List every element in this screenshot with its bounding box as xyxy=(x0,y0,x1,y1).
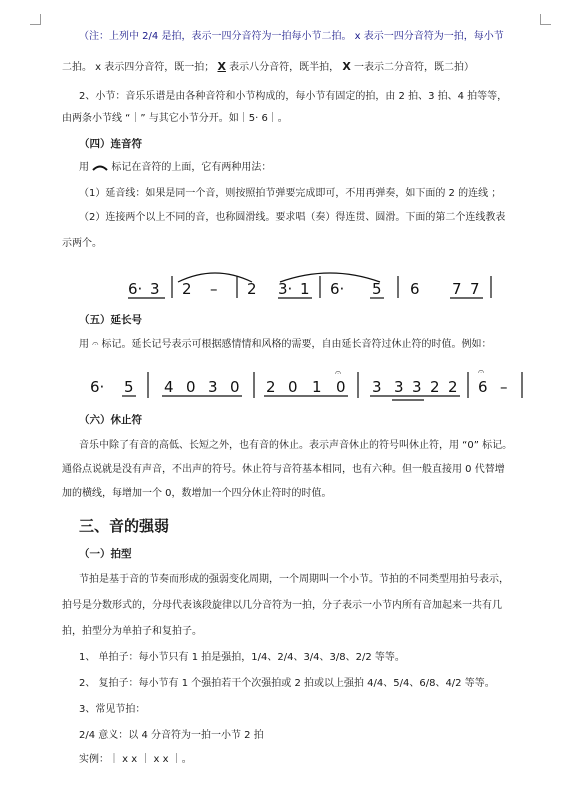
note: 2 xyxy=(266,378,276,396)
note: 6 xyxy=(478,378,488,396)
text-fragment: 标记。延长记号表示可根据感情情和风格的需要，自由延长音符过休止符的时值。例如： xyxy=(101,339,492,350)
note: 4 xyxy=(164,378,174,396)
notation-staff-2 xyxy=(0,362,580,412)
note: 5 xyxy=(372,280,382,298)
fermata-icon: 𝄐 xyxy=(335,366,342,379)
note: – xyxy=(210,280,218,298)
text-line: 由两条小节线 “｜” 与其它小节分开。如｜5· 6｜。 xyxy=(62,113,288,124)
note: 3 xyxy=(394,378,404,396)
note: 3 xyxy=(150,280,160,298)
slur-symbol-icon xyxy=(92,163,108,171)
text-line: 2/4 意义：以 4 分音符为一拍一小节 2 拍 xyxy=(79,730,264,741)
note: 3 xyxy=(412,378,422,396)
text-line: 拍，拍型分为单拍子和复拍子。 xyxy=(62,626,202,637)
list-item: 3、常见节拍： xyxy=(79,704,146,715)
note: 2 xyxy=(430,378,440,396)
section-heading: （五）延长号 xyxy=(79,314,142,326)
notation-staff-1 xyxy=(0,258,580,308)
section-heading: （六）休止符 xyxy=(79,414,142,426)
note: 6· xyxy=(330,280,345,298)
text-line: 2、小节：音乐乐谱是由各种音符和小节构成的，每小节有固定的拍，由 2 拍、3 拍、4 拍等等， xyxy=(79,91,508,102)
text-fragment: 标记在音符的上面，它有两种用法： xyxy=(111,162,272,173)
note: 0 xyxy=(186,378,196,396)
text-line: 节拍是基于音的节奏而形成的强弱变化周期，一个周期叫一个小节。节拍的不同类型用拍号表示， xyxy=(79,574,509,585)
note: 3· xyxy=(278,280,293,298)
x-half-note-symbol-icon: X xyxy=(342,60,351,73)
text-fragment: 表示八分音符，既半拍， xyxy=(229,62,340,73)
page-corner-mark-top-left xyxy=(30,14,41,25)
note: 3 xyxy=(208,378,218,396)
text-fragment: 一表示二分音符，既二拍） xyxy=(354,62,474,73)
text-line xyxy=(79,161,549,175)
x-dash-symbol-icon: X xyxy=(217,60,226,73)
chapter-heading: 三、音的强弱 xyxy=(79,517,170,535)
note: 3 xyxy=(372,378,382,396)
text-line: 拍号是分数形式的，分母代表该段旋律以几分音符为一拍，分子表示一小节内所有音加起来一共有几 xyxy=(62,600,502,611)
text-fragment: 用 xyxy=(79,162,89,173)
text-line: 加的横线，每增加一个 0，数增加一个四分休止符时的时值。 xyxy=(62,488,332,499)
note: 2 xyxy=(247,280,257,298)
fermata-icon: 𝄐 xyxy=(478,365,485,378)
list-item: 1、 单拍子：每小节只有 1 拍是强拍，1/4、2/4、3/4、3/8、2/2 等等。 xyxy=(79,652,405,663)
note: 2 xyxy=(182,280,192,298)
text-line xyxy=(79,337,549,352)
text-line: （注：上列中 2/4 是拍，表示一四分音符为一拍每小节二拍。 x 表示一四分音符为一拍，每小节 xyxy=(79,31,504,42)
section-heading: （一）拍型 xyxy=(79,548,132,560)
note: 6· xyxy=(128,280,143,298)
list-item: 2、 复拍子：每小节有 1 个强拍若干个次强拍或 2 拍或以上强拍 4/4、5/4、6/8、4/2 等等。 xyxy=(79,678,495,689)
text-fragment: 二拍。 x 表示四分音符，既一拍； xyxy=(62,62,215,73)
text-line: 实例：｜ x x ｜ x x ｜。 xyxy=(79,754,192,765)
text-line: 音乐中除了有音的高低、长短之外，也有音的休止。表示声音休止的符号叫休止符，用 “0” 标记。 xyxy=(79,440,513,451)
text-line: 示两个。 xyxy=(62,238,102,249)
text-line: （2）连接两个以上不同的音，也称圆滑线。要求唱（奏）得连贯、圆滑。下面的第二个连线教表 xyxy=(79,212,506,223)
text-line xyxy=(62,60,532,75)
note: 6 xyxy=(410,280,420,298)
note: 5 xyxy=(124,378,134,396)
note: 7 xyxy=(470,280,480,298)
page-corner-mark-top-right xyxy=(540,14,551,25)
text-fragment: 用 xyxy=(79,339,89,350)
fermata-icon: 𝄐 xyxy=(92,337,99,350)
note: 7 xyxy=(452,280,462,298)
note: 0 xyxy=(336,378,346,396)
note: 0 xyxy=(288,378,298,396)
note: – xyxy=(500,378,508,396)
note: 1 xyxy=(300,280,310,298)
note: 2 xyxy=(448,378,458,396)
text-line: （1）延音线：如果是同一个音，则按照拍节弹要完成即可，不用再弹奏，如下面的 2 的连线 ； xyxy=(79,188,502,199)
text-line: 通俗点说就是没有声音，不出声的符号。休止符与音符基本相同，也有六种。但一般直接用 0 代替增 xyxy=(62,464,505,475)
note: 1 xyxy=(312,378,322,396)
note: 0 xyxy=(230,378,240,396)
section-heading: （四）连音符 xyxy=(79,138,142,150)
note: 6· xyxy=(90,378,105,396)
